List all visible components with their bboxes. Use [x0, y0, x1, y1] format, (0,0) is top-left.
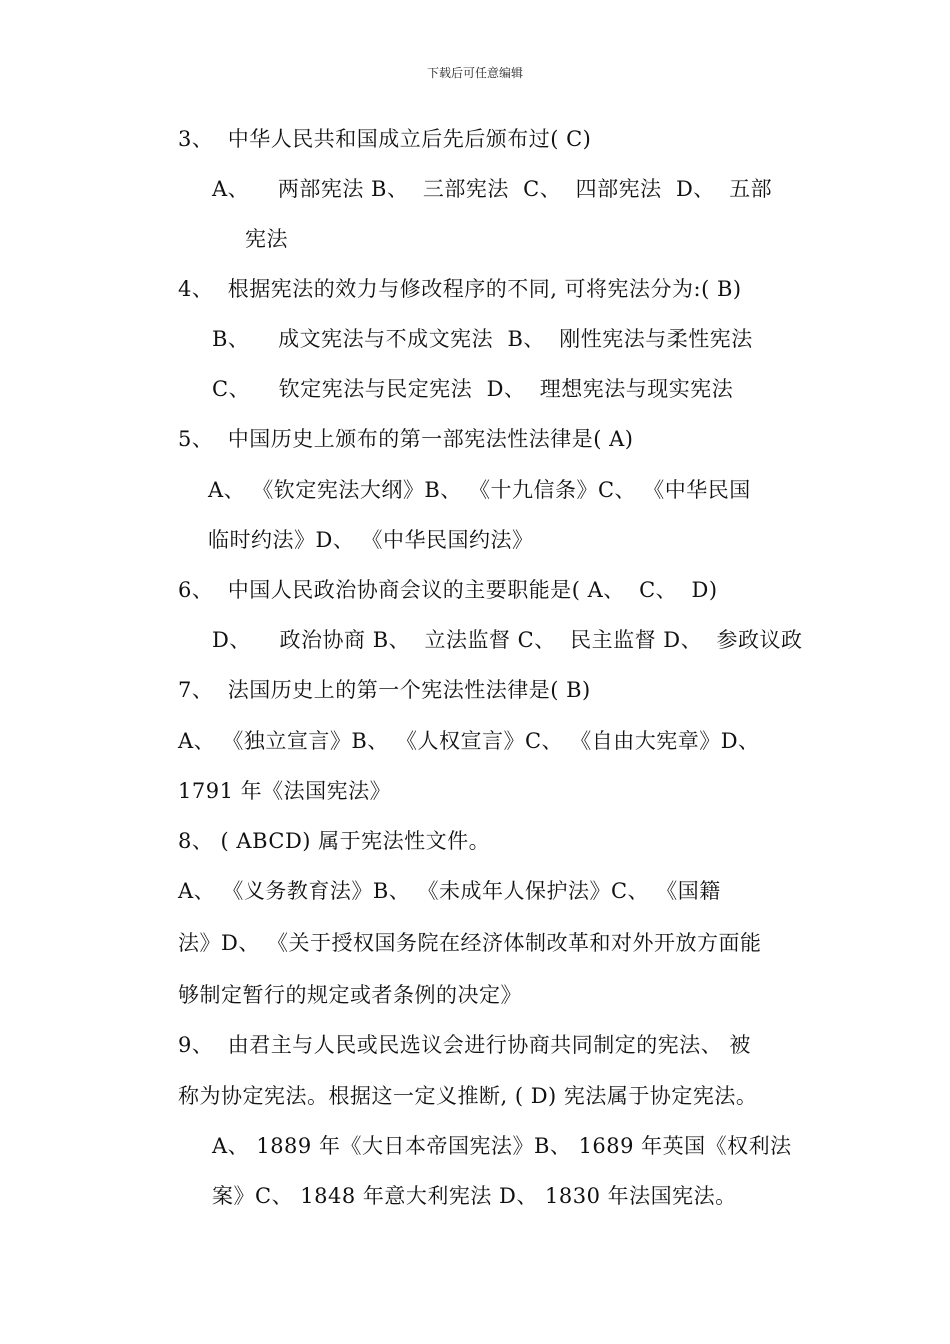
- question-3: 3、 中华人民共和国成立后先后颁布过( C): [178, 127, 592, 151]
- question-8-options-cont: 法》D、 《关于授权国务院在经济体制改革和对外开放方面能: [178, 931, 762, 955]
- question-7-options-cont: 1791 年《法国宪法》: [178, 779, 392, 803]
- question-8: 8、 ( ABCD) 属于宪法性文件。: [178, 829, 491, 853]
- question-8-options: A、 《义务教育法》B、 《未成年人保护法》C、 《国籍: [178, 879, 721, 903]
- question-5-options: A、 《钦定宪法大纲》B、 《十九信条》C、 《中华民国: [208, 478, 751, 502]
- question-9: 9、 由君主与人民或民选议会进行协商共同制定的宪法、 被: [178, 1033, 751, 1057]
- question-5-options-cont: 临时约法》D、 《中华民国约法》: [208, 528, 534, 552]
- question-7-options: A、 《独立宣言》B、 《人权宣言》C、 《自由大宪章》D、: [178, 729, 760, 753]
- question-6: 6、 中国人民政治协商会议的主要职能是( A、 C、 D): [178, 578, 718, 602]
- question-9-options-cont: 案》C、 1848 年意大利宪法 D、 1830 年法国宪法。: [212, 1184, 737, 1208]
- question-4: 4、 根据宪法的效力与修改程序的不同, 可将宪法分为:( B): [178, 277, 742, 301]
- question-3-options-cont: 宪法: [245, 227, 288, 251]
- question-9-options: A、 1889 年《大日本帝国宪法》B、 1689 年英国《权利法: [212, 1134, 792, 1158]
- question-5: 5、 中国历史上颁布的第一部宪法性法律是( A): [178, 427, 634, 451]
- question-9-cont: 称为协定宪法。根据这一定义推断, ( D) 宪法属于协定宪法。: [178, 1084, 758, 1108]
- question-3-options: A、 两部宪法 B、 三部宪法 C、 四部宪法 D、 五部: [212, 177, 773, 201]
- question-8-options-cont-2: 够制定暂行的规定或者条例的决定》: [178, 983, 522, 1007]
- page-header: 下载后可任意编辑: [426, 66, 523, 80]
- question-6-options: D、 政治协商 B、 立法监督 C、 民主监督 D、 参政议政: [212, 628, 803, 652]
- question-4-options: B、 成文宪法与不成文宪法 B、 刚性宪法与柔性宪法: [212, 327, 753, 351]
- question-7: 7、 法国历史上的第一个宪法性法律是( B): [178, 678, 591, 702]
- question-4-options-cont: C、 钦定宪法与民定宪法 D、 理想宪法与现实宪法: [212, 377, 734, 401]
